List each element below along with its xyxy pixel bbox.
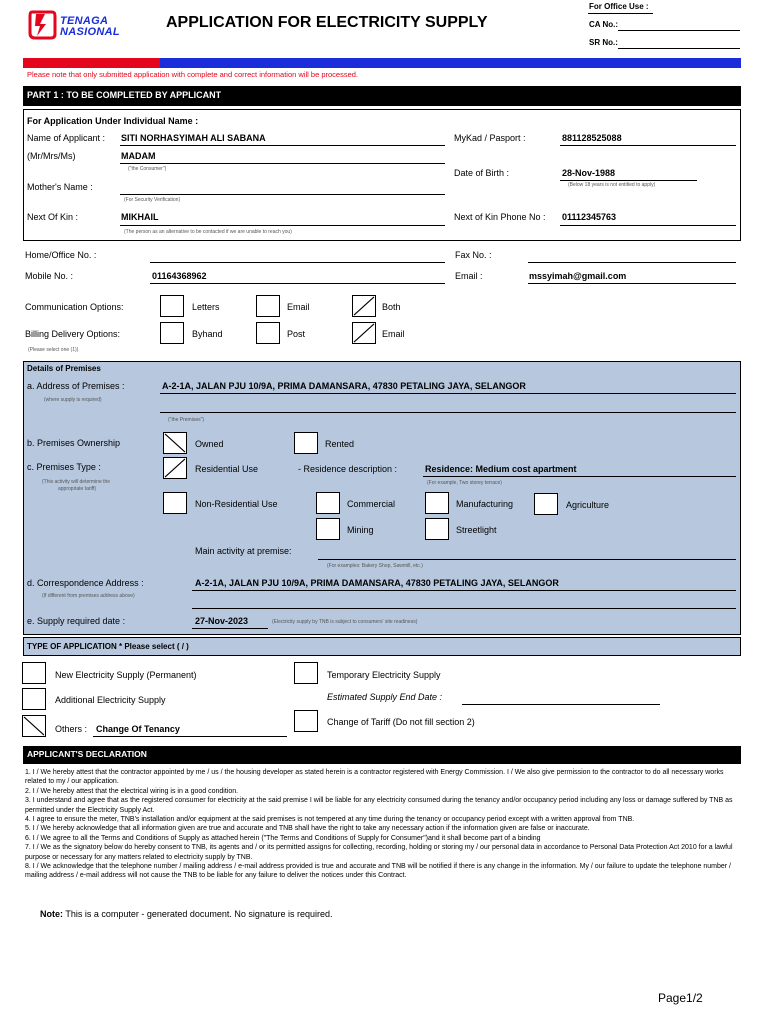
non-residential-checkbox[interactable] bbox=[163, 492, 187, 514]
billing-post-label: Post bbox=[287, 329, 306, 339]
res-desc-value[interactable]: Residence: Medium cost apartment bbox=[425, 464, 577, 474]
mining-label: Mining bbox=[347, 525, 374, 535]
premises-note: ("the Premises") bbox=[168, 417, 205, 423]
dob-value[interactable]: 28-Nov-1988 bbox=[562, 168, 616, 178]
home-line bbox=[150, 262, 445, 263]
temp-supply-label: Temporary Electricity Supply bbox=[327, 670, 441, 680]
new-supply-checkbox[interactable] bbox=[22, 662, 46, 684]
sr-no-label: SR No.: bbox=[589, 38, 618, 47]
type-label: c. Premises Type : bbox=[27, 462, 101, 472]
rented-checkbox[interactable] bbox=[294, 432, 318, 454]
checkmark-slash-icon bbox=[164, 458, 186, 478]
title-label: (Mr/Mrs/Ms) bbox=[27, 151, 76, 161]
agriculture-checkbox[interactable] bbox=[534, 493, 558, 515]
new-supply-label: New Electricity Supply (Permanent) bbox=[55, 670, 197, 680]
commercial-checkbox[interactable] bbox=[316, 492, 340, 514]
address-line-2 bbox=[160, 412, 736, 413]
declaration-item: 5. I / We hereby acknowledge that all information given are true and accurate and TNB shall have the right to take any necessary action if the information given are false or inaccurate. bbox=[25, 825, 590, 833]
corr-label: d. Correspondence Address : bbox=[27, 578, 144, 588]
others-value[interactable]: Change Of Tenancy bbox=[96, 724, 180, 734]
kin-note: (The person as an alternative to be contacted if we are unable to reach you) bbox=[124, 229, 292, 235]
title-value[interactable]: MADAM bbox=[121, 151, 156, 161]
logo-text-nasional: NASIONAL bbox=[60, 26, 120, 38]
billing-email-label: Email bbox=[382, 329, 405, 339]
ownership-label: b. Premises Ownership bbox=[27, 438, 121, 448]
estimated-end-label: Estimated Supply End Date : bbox=[327, 692, 443, 702]
res-desc-note: (For example, Two storey terrace) bbox=[427, 480, 502, 486]
kin-phone-value[interactable]: 01112345763 bbox=[562, 212, 617, 222]
supply-note: (Electricity supply by TNB is subject to consumers' site readiness) bbox=[272, 619, 418, 625]
note-text: This is a computer - generated document. No signature is required. bbox=[65, 909, 333, 919]
declaration-item: 8. I / We acknowledge that the telephone number / mailing address / e-mail address provided is true and accurate and TNB will be notified if there is any change in the information. My / our failure to update the telephone number / mailing address / e-mail address will not cause the TNB to be liable for any failure to deliver the notices under this Contract. bbox=[25, 863, 731, 880]
kin-phone-label: Next of Kin Phone No : bbox=[454, 212, 546, 222]
activity-note: (For examples: Bakery Shop, Sawmill, etc.) bbox=[327, 563, 423, 569]
commercial-label: Commercial bbox=[347, 499, 396, 509]
part1-heading-bar bbox=[23, 86, 741, 106]
mother-label: Mother's Name : bbox=[27, 182, 93, 192]
security-note: (For Security Verification) bbox=[124, 197, 181, 203]
change-tariff-checkbox[interactable] bbox=[294, 710, 318, 732]
home-label: Home/Office No. : bbox=[25, 250, 97, 260]
owned-label: Owned bbox=[195, 439, 224, 449]
res-desc-line bbox=[423, 476, 736, 477]
mobile-label: Mobile No. : bbox=[25, 271, 74, 281]
checkmark-slash-icon bbox=[353, 296, 375, 316]
comm-email-label: Email bbox=[287, 302, 310, 312]
declaration-heading-bar bbox=[23, 746, 741, 764]
manufacturing-checkbox[interactable] bbox=[425, 492, 449, 514]
corr-note: (If different from premises address above) bbox=[42, 593, 135, 599]
page-number: Page1/2 bbox=[658, 991, 703, 1005]
address-label: a. Address of Premises : bbox=[27, 381, 125, 391]
ca-no-label: CA No.: bbox=[589, 20, 619, 29]
declaration-item: 4. I agree to ensure the meter, TNB's installation and/or equipment at the said premises is not tempered at any time during the tenancy or occupancy period except with a written approval from TNB. bbox=[25, 816, 635, 824]
declaration-heading: APPLICANT'S DECLARATION bbox=[27, 749, 147, 759]
name-label: Name of Applicant : bbox=[27, 133, 106, 143]
mykad-label: MyKad / Pasport : bbox=[454, 133, 526, 143]
corr-line-1 bbox=[192, 590, 736, 591]
logo-text-tenaga: TENAGA bbox=[60, 15, 109, 27]
manufacturing-label: Manufacturing bbox=[456, 499, 514, 509]
supply-date-value[interactable]: 27-Nov-2023 bbox=[195, 616, 249, 626]
fax-label: Fax No. : bbox=[455, 250, 492, 260]
billing-byhand-label: Byhand bbox=[192, 329, 223, 339]
address-value[interactable]: A-2-1A, JALAN PJU 10/9A, PRIMA DAMANSARA, 47830 PETALING JAYA, SELANGOR bbox=[162, 381, 526, 391]
mining-checkbox[interactable] bbox=[316, 518, 340, 540]
declaration-list bbox=[25, 768, 741, 881]
tnb-logo bbox=[27, 8, 137, 44]
header-blue-bar bbox=[160, 58, 741, 68]
part1-heading: PART 1 : TO BE COMPLETED BY APPLICANT bbox=[27, 90, 222, 100]
temp-supply-checkbox[interactable] bbox=[294, 662, 318, 684]
application-type-heading: TYPE OF APPLICATION * Please select ( / ) bbox=[27, 642, 189, 651]
declaration-item: 6. I / We agree to all the Terms and Conditions of Supply as attached herein ("The Terms and Conditions of Supply for Consumer")and it shall become part of a binding bbox=[25, 834, 541, 842]
non-residential-label: Non-Residential Use bbox=[195, 499, 278, 509]
streetlight-label: Streetlight bbox=[456, 525, 497, 535]
declaration-item: 3. I understand and agree that as the registered consumer for electricity at the said premise I will be liable for any electricity consumed during the tenancy and/or occupancy period including any loss or damage suffered by TNB as permitted under the Electricity Supply Act. bbox=[25, 797, 733, 814]
dob-label: Date of Birth : bbox=[454, 168, 510, 178]
streetlight-checkbox[interactable] bbox=[425, 518, 449, 540]
email-value[interactable]: mssyimah@gmail.com bbox=[529, 271, 627, 281]
supply-date-line bbox=[192, 628, 268, 629]
main-activity-line bbox=[318, 559, 736, 560]
comm-letters-label: Letters bbox=[192, 302, 220, 312]
mobile-value[interactable]: 01164368962 bbox=[152, 271, 207, 281]
office-use-underline bbox=[588, 13, 653, 14]
kin-phone-line bbox=[560, 225, 736, 226]
page-title: APPLICATION FOR ELECTRICITY SUPPLY bbox=[166, 14, 488, 31]
mother-line bbox=[120, 194, 445, 195]
declaration-item: 2. I / We hereby attest that the electrical wiring is in a good condition. bbox=[25, 787, 239, 795]
additional-supply-checkbox[interactable] bbox=[22, 688, 46, 710]
comm-letters-checkbox[interactable] bbox=[160, 295, 184, 317]
name-line bbox=[120, 145, 445, 146]
kin-label: Next Of Kin : bbox=[27, 212, 79, 222]
declaration-item: 1. I / We hereby attest that the contractor appointed by me / us / the housing developer as stated herein is a contractor registered with Energy Commission. I / We also give permission to the contractor to do all necessary works related to my / our application. bbox=[25, 769, 724, 786]
corr-line-2 bbox=[192, 608, 736, 609]
corr-value[interactable]: A-2-1A, JALAN PJU 10/9A, PRIMA DAMANSARA, 47830 PETALING JAYA, SELANGOR bbox=[195, 578, 559, 588]
computer-generated-note bbox=[40, 909, 332, 919]
name-value[interactable]: SITI NORHASYIMAH ALI SABANA bbox=[121, 133, 266, 143]
comm-both-checkbox[interactable] bbox=[352, 295, 376, 317]
rented-label: Rented bbox=[325, 439, 355, 449]
where-note: (where supply is required) bbox=[44, 397, 102, 403]
residential-checkbox[interactable] bbox=[163, 457, 187, 479]
type-note-1: (This activity will determine the bbox=[42, 479, 111, 485]
checkmark-slash-icon bbox=[23, 716, 45, 736]
res-desc-label: - Residence description : bbox=[298, 464, 398, 474]
supply-date-label: e. Supply required date : bbox=[27, 616, 126, 626]
fax-line bbox=[528, 262, 736, 263]
kin-line bbox=[120, 225, 445, 226]
note-label: Note: bbox=[40, 909, 63, 919]
premises-heading: Details of Premises bbox=[27, 364, 101, 373]
ca-no-line bbox=[618, 30, 740, 31]
checkmark-slash-icon bbox=[353, 323, 375, 343]
billing-label: Billing Delivery Options: bbox=[25, 329, 121, 339]
checkmark-slash-icon bbox=[164, 433, 186, 453]
comm-label: Communication Options: bbox=[25, 302, 124, 312]
owned-checkbox[interactable] bbox=[163, 432, 187, 454]
estimated-end-line bbox=[462, 704, 660, 705]
comm-email-checkbox[interactable] bbox=[256, 295, 280, 317]
individual-heading: For Application Under Individual Name : bbox=[27, 116, 199, 126]
others-checkbox[interactable] bbox=[22, 715, 46, 737]
declaration-item: 7. I / We as the signatory below do hereby consent to TNB, its agents and / or its permitted assigns for collecting, recording, holding or storing my / our personal data in accordance to Personal Data Protection Act 2010 for a lawful purpose or necessary for any matters related to electricity supply by TNB. bbox=[25, 844, 733, 861]
tnb-logo-mark-icon bbox=[27, 8, 57, 42]
mykad-value[interactable]: 881128525088 bbox=[562, 133, 622, 143]
dob-note: (Below 18 years is not entitled to apply) bbox=[568, 182, 656, 188]
mobile-line bbox=[150, 283, 445, 284]
sr-no-line bbox=[618, 48, 740, 49]
type-note-2: appropriate tariff) bbox=[58, 486, 96, 492]
kin-value[interactable]: MIKHAIL bbox=[121, 212, 159, 222]
others-line bbox=[93, 736, 287, 737]
dob-line bbox=[560, 180, 697, 181]
header-red-bar bbox=[23, 58, 160, 68]
comm-both-label: Both bbox=[382, 302, 401, 312]
email-line bbox=[528, 283, 736, 284]
consumer-note: ("the Consumer") bbox=[128, 166, 167, 172]
change-tariff-label: Change of Tariff (Do not fill section 2) bbox=[327, 717, 475, 727]
billing-email-checkbox[interactable] bbox=[352, 322, 376, 344]
main-activity-label: Main activity at premise: bbox=[195, 546, 292, 556]
mykad-line bbox=[560, 145, 736, 146]
title-line bbox=[120, 163, 445, 164]
office-use-label: For Office Use : bbox=[589, 2, 649, 11]
billing-post-checkbox[interactable] bbox=[256, 322, 280, 344]
billing-byhand-checkbox[interactable] bbox=[160, 322, 184, 344]
residential-label: Residential Use bbox=[195, 464, 259, 474]
submission-notice: Please note that only submitted application with complete and correct information will be processed. bbox=[27, 70, 359, 79]
additional-supply-label: Additional Electricity Supply bbox=[55, 695, 166, 705]
others-label: Others : bbox=[55, 724, 88, 734]
email-label: Email : bbox=[455, 271, 483, 281]
agriculture-label: Agriculture bbox=[566, 500, 610, 510]
select-one-note: (Please select one (1)) bbox=[28, 347, 79, 353]
address-line-1 bbox=[160, 393, 736, 394]
